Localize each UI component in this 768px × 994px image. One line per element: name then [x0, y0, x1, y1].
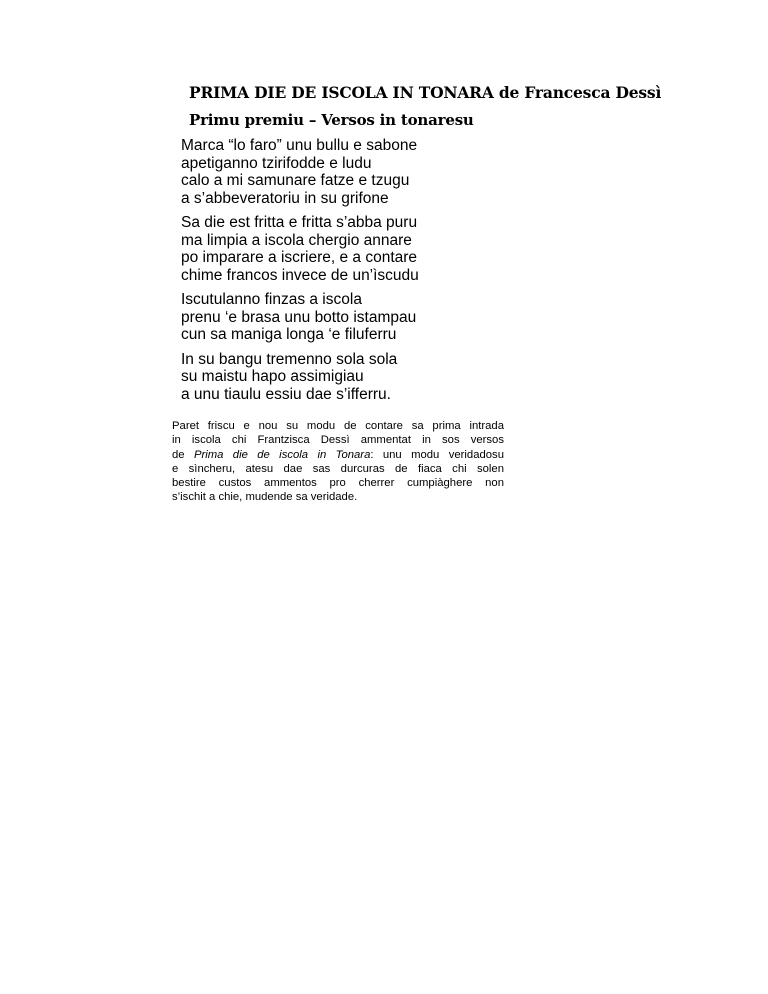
poem-verse: a s’abbeveratoriu in su grifone: [181, 189, 389, 207]
poem-stanza: [181, 214, 481, 284]
commentary-line: Paret friscu e nou su modu de contare sa prima intrada: [172, 420, 504, 432]
poem: [181, 137, 481, 410]
poem-verse: Marca “lo faro” unu bullu e sabone: [181, 137, 418, 154]
poem-verse: Iscutulanno finzas a iscola: [181, 291, 362, 308]
commentary-line: bestire custos ammentos pro cherrer cumpiàghere non: [172, 477, 504, 490]
commentary-text: : unu modu veridadosu: [370, 448, 504, 461]
poem-stanza: [181, 291, 481, 344]
commentary-text: de: [172, 448, 194, 461]
poem-stanza: [181, 351, 481, 404]
poem-verse: Sa die est fritta e fritta s’abba puru: [181, 214, 418, 231]
poem-verse: apetiganno tzirifodde e ludu: [181, 154, 372, 172]
poem-verse: prenu ‘e brasa unu botto istampau: [181, 308, 417, 326]
commentary-paragraph: [172, 419, 504, 505]
poem-verse: calo a mi samunare fatze e tzugu: [181, 172, 410, 189]
commentary-line: s’ischit a chie, mudende sa veridade.: [172, 491, 358, 504]
poem-verse: cun sa maniga longa ‘e filuferru: [181, 326, 397, 343]
poem-stanza: [181, 137, 481, 207]
poem-verse: a unu tiaulu essiu dae s’ifferru.: [181, 385, 391, 403]
poem-verse: In su bangu tremenno sola sola: [181, 350, 398, 368]
commentary-line: in iscola chi Frantzisca Dessì ammentat in sos versos: [172, 434, 504, 447]
commentary-line: [172, 448, 504, 462]
poem-title-reference: Prima die de iscola in Tonara: [193, 448, 371, 461]
commentary-line: e sìncheru, atesu dae sas durcuras de fiaca chi solen: [172, 462, 504, 475]
poem-verse: chime francos invece de un’ìscudu: [181, 266, 419, 284]
poem-verse: su maistu hapo assimigiau: [181, 368, 364, 385]
document-title: PRIMA DIE DE ISCOLA IN TONARA de Francesca Dessì: [189, 83, 662, 102]
document-subtitle: Primu premiu – Versos in tonaresu: [189, 111, 474, 129]
poem-verse: ma limpia a iscola chergio annare: [181, 231, 412, 249]
poem-verse: po imparare a iscriere, e a contare: [181, 249, 418, 266]
